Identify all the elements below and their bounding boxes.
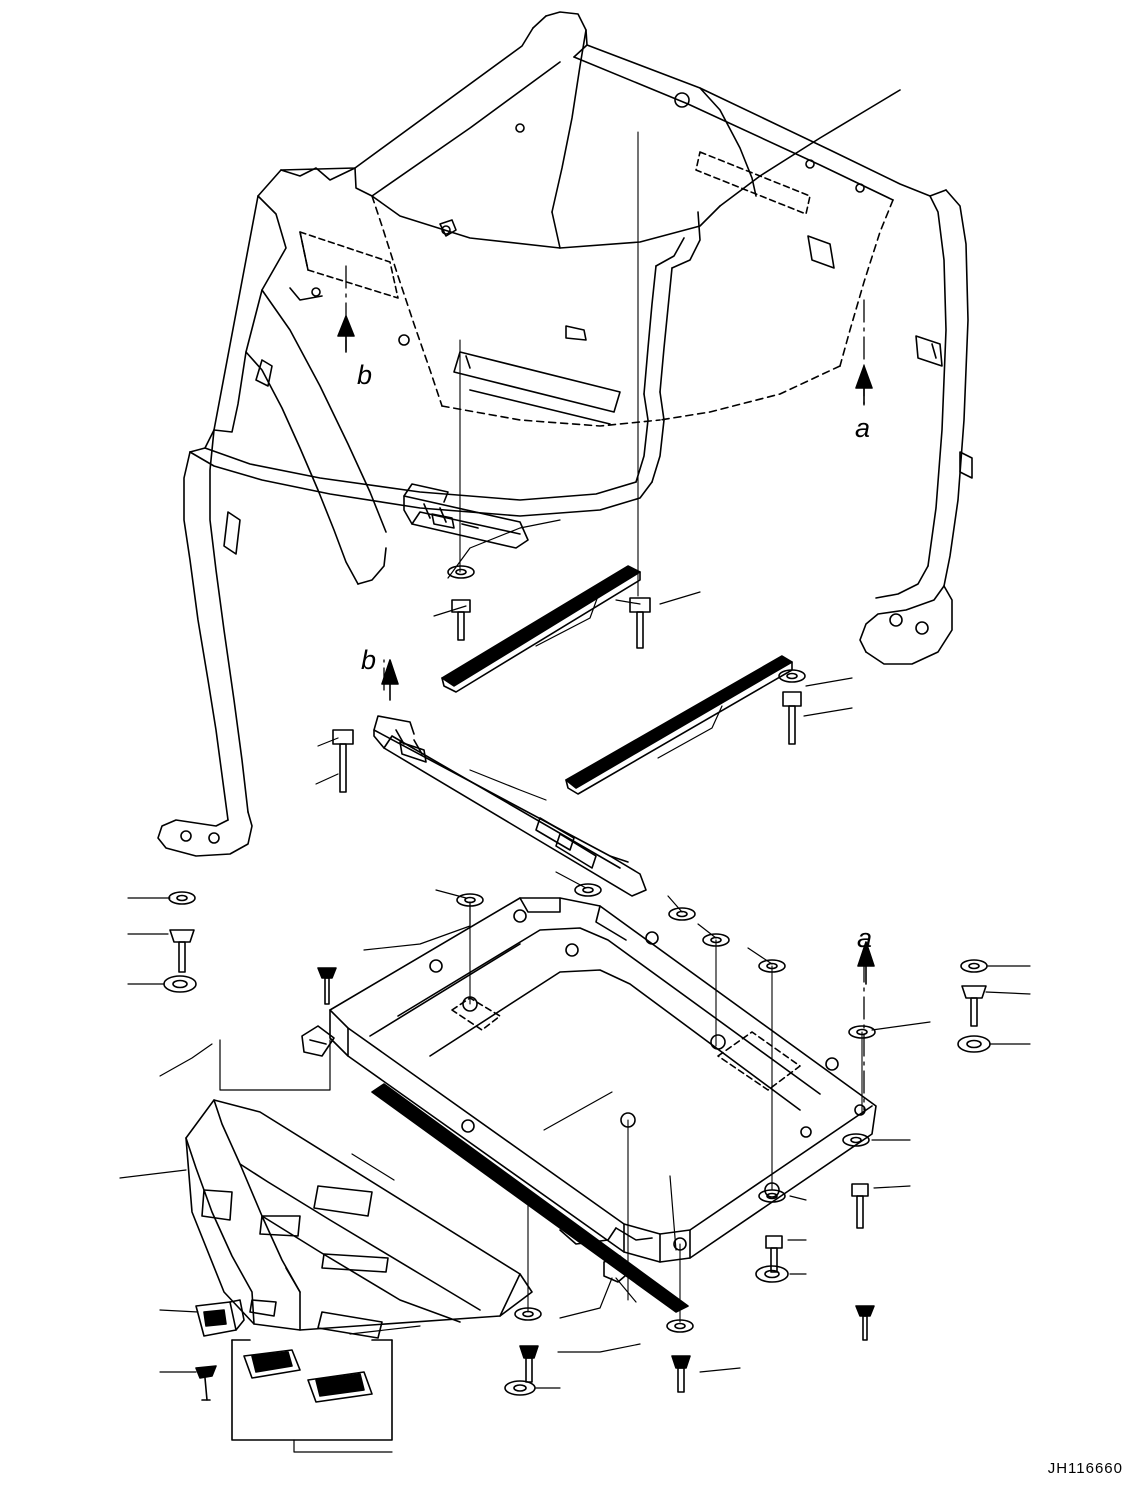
- seal-strip-right: [566, 656, 792, 794]
- small-cover-parts: [196, 1300, 392, 1440]
- arrow-a-top: [856, 366, 872, 404]
- centerlines: [346, 266, 864, 1110]
- marker-b-top: b: [357, 360, 373, 390]
- arrow-b-mid: [382, 660, 398, 700]
- seal-strip-left: [442, 566, 640, 692]
- bracket-upper: [404, 484, 528, 548]
- marker-b-mid: b: [361, 645, 377, 675]
- drawing-part-number: JH116660: [1047, 1460, 1123, 1477]
- leader-lines: [120, 520, 1030, 1452]
- side-trim-panel: [186, 1100, 532, 1330]
- marker-a-top: a: [855, 413, 871, 443]
- bracket-long: [374, 716, 646, 896]
- marker-a-mid: a: [857, 923, 873, 953]
- arrow-b-top: [338, 316, 354, 352]
- cab-frame: [158, 12, 972, 856]
